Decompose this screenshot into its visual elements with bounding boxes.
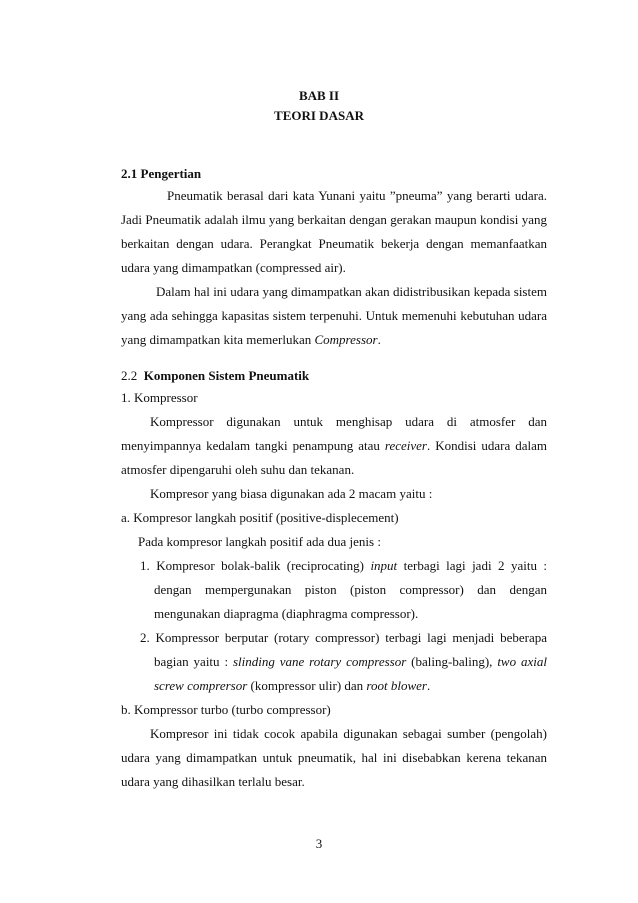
- paragraph-line: Pneumatik berasal dari kata Yunani yaitu ”pneuma” yang berarti udara.: [167, 188, 547, 203]
- paragraph-line: menyimpannya kedalam tangki penampung atau receiver. Kondisi udara dalam: [121, 438, 547, 453]
- page-number: 3: [315, 836, 323, 851]
- list-item: 2. Kompressor berputar (rotary compressor) terbagi lagi menjadi beberapa: [140, 630, 547, 645]
- section-heading-2-2: 2.2 Komponen Sistem Pneumatik: [121, 368, 310, 383]
- chapter-title: TEORI DASAR: [274, 108, 364, 123]
- paragraph-line: Pada kompresor langkah positif ada dua jenis :: [138, 534, 381, 549]
- list-item: 1. Kompressor: [121, 390, 198, 405]
- list-item: 1. Kompresor bolak-balik (reciprocating) input terbagi lagi jadi 2 yaitu :: [140, 558, 547, 573]
- list-item: a. Kompresor langkah positif (positive-displecement): [121, 510, 399, 525]
- paragraph-line: udara yang dihasilkan terlalu besar.: [121, 774, 305, 789]
- paragraph-line: Kompresor yang biasa digunakan ada 2 macam yaitu :: [150, 486, 433, 501]
- paragraph-line: yang ada sehingga kapasitas sistem terpenuhi. Untuk memenuhi kebutuhan udara: [121, 308, 547, 323]
- paragraph-line: berkaitan dengan udara. Perangkat Pneumatik bekerja dengan memanfaatkan: [121, 236, 547, 251]
- list-item: b. Kompressor turbo (turbo compressor): [121, 702, 331, 717]
- paragraph-line: bagian yaitu : slinding vane rotary compressor (baling-baling), two axial: [154, 654, 547, 669]
- paragraph-line: dengan mempergunakan piston (piston compressor) dan dengan: [154, 582, 547, 597]
- paragraph-line: udara yang dimampatkan (compressed air).: [121, 260, 346, 275]
- section-heading-2-1: 2.1 Pengertian: [121, 166, 202, 181]
- chapter-label: BAB II: [298, 88, 340, 103]
- paragraph-line: mengunakan diapragma (diaphragma compressor).: [154, 606, 419, 621]
- paragraph-line: atmosfer dipengaruhi oleh suhu dan tekanan.: [121, 462, 355, 477]
- paragraph-line: udara yang dimampatkan untuk pneumatik, hal ini disebabkan kerena tekanan: [121, 750, 547, 765]
- paragraph-line: Dalam hal ini udara yang dimampatkan akan didistribusikan kepada sistem: [156, 284, 547, 299]
- paragraph-line: yang dimampatkan kita memerlukan Compressor.: [121, 332, 381, 347]
- paragraph-line: Jadi Pneumatik adalah ilmu yang berkaitan dengan gerakan maupun kondisi yang: [121, 212, 547, 227]
- paragraph-line: screw comprersor (kompressor ulir) dan root blower.: [154, 678, 431, 693]
- paragraph-line: Kompresor ini tidak cocok apabila digunakan sebagai sumber (pengolah): [150, 726, 547, 741]
- paragraph-line: Kompressor digunakan untuk menghisap udara di atmosfer dan: [150, 414, 547, 429]
